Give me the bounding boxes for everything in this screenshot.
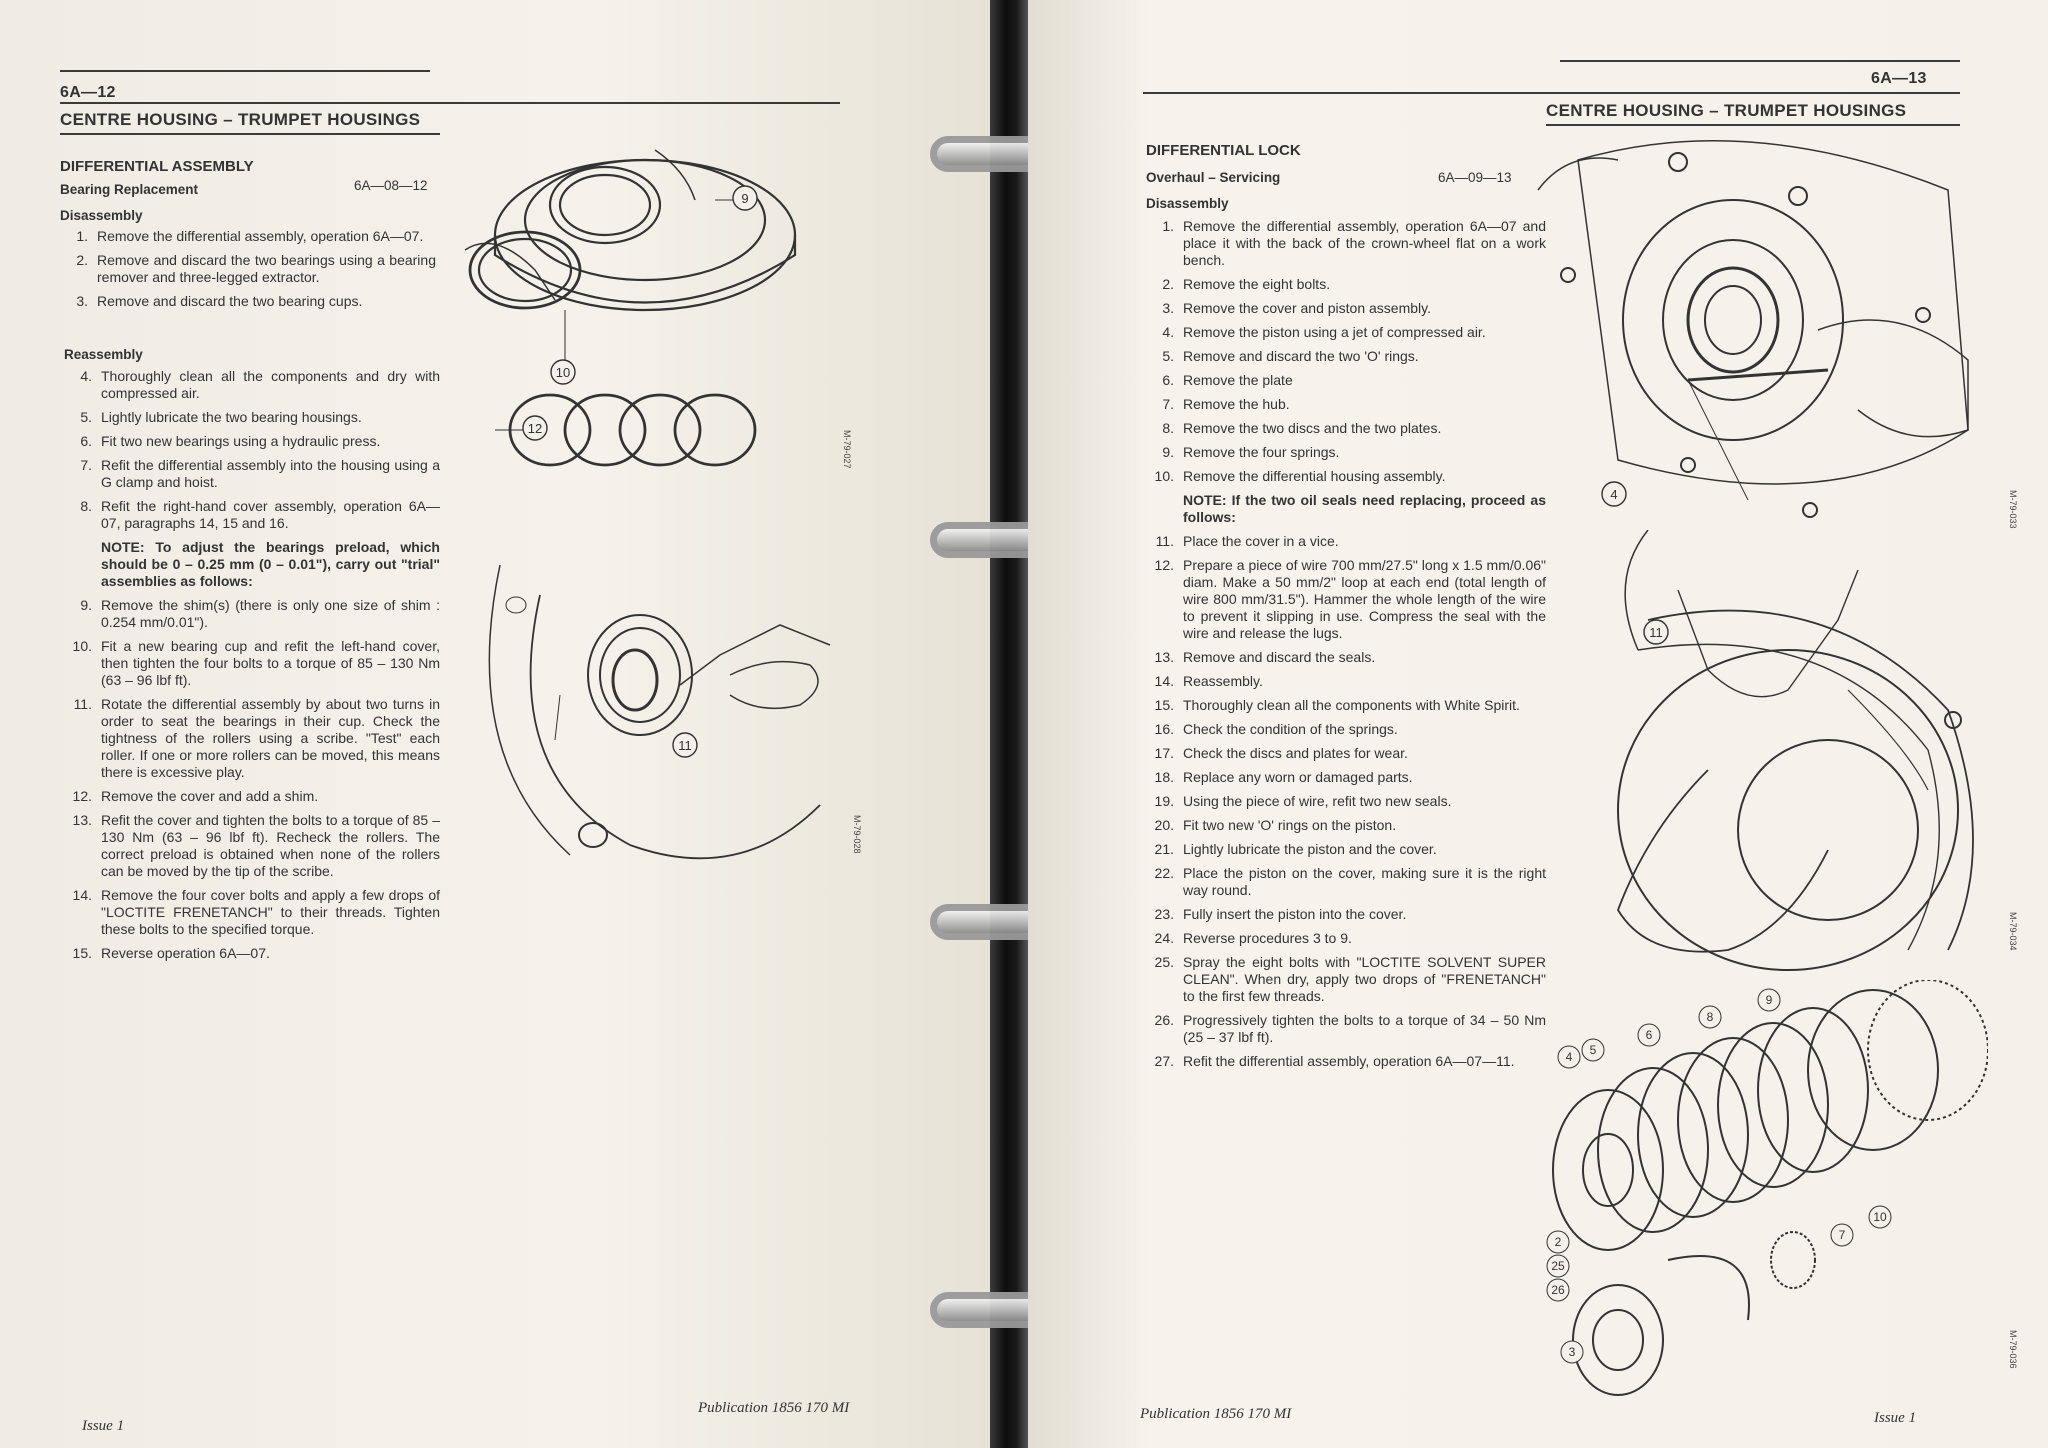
callout-11-label: 11	[1649, 625, 1663, 640]
step-number: 21.	[1154, 841, 1174, 857]
procedure-step	[64, 433, 440, 450]
step-text: Refit the right-hand cover assembly, operation 6A—07, paragraphs 14, 15 and 16.	[101, 498, 440, 531]
callout-3-label: 3	[1568, 1345, 1576, 1359]
disassembly-heading: Disassembly	[1146, 196, 1229, 211]
procedure-step	[1146, 817, 1546, 834]
callout-8-label: 8	[1706, 1010, 1714, 1024]
step-number: 8.	[1162, 420, 1174, 436]
exploded-view-figure	[1528, 980, 1988, 1400]
procedure-step	[64, 409, 440, 426]
step-text: Check the discs and plates for wear.	[1183, 745, 1408, 761]
step-number: 6.	[1162, 372, 1174, 388]
operation-code: 6A—08—12	[354, 178, 428, 193]
step-text: Spray the eight bolts with "LOCTITE SOLVENT SUPER CLEAN". When dry, apply two drops of "FRENETANCH" to the first few threads.	[1183, 954, 1546, 1004]
step-text: Remove the hub.	[1183, 396, 1290, 412]
step-number: 1.	[76, 228, 88, 244]
step-text: Rotate the differential assembly by about two turns in order to seat the bearings in their cup. Check the tightness of the rollers using a scribe. "Test" each roller. If one or more rollers can be moved, this means there is excessive play.	[101, 696, 440, 780]
procedure-step	[64, 887, 440, 938]
procedure-step	[1146, 673, 1546, 690]
step-text: Place the piston on the cover, making sure it is the right way round.	[1183, 865, 1546, 898]
step-number: 9.	[1162, 444, 1174, 460]
step-number: 14.	[72, 887, 92, 903]
procedure-step	[60, 252, 436, 286]
step-text: Place the cover in a vice.	[1183, 533, 1339, 549]
step-text: Remove and discard the two bearing cups.	[97, 293, 363, 309]
procedure-step	[1146, 372, 1546, 389]
section-heading: DIFFERENTIAL LOCK	[1146, 142, 1301, 159]
step-number: 11.	[1155, 533, 1174, 549]
callout-7-label: 7	[1838, 1228, 1846, 1242]
procedure-step	[1146, 218, 1546, 269]
page-number: 6A—12	[60, 84, 116, 101]
step-number: 4.	[80, 368, 92, 384]
note: NOTE: To adjust the bearings preload, which should be 0 – 0.25 mm (0 – 0.01"), carry out "trial" assemblies as follows:	[101, 539, 440, 589]
step-text: Reverse procedures 3 to 9.	[1183, 930, 1352, 946]
procedure-step	[1146, 557, 1546, 642]
procedure-step	[64, 457, 440, 491]
step-number: 12.	[1154, 557, 1174, 573]
step-text: Lightly lubricate the two bearing housings.	[101, 409, 362, 425]
step-number: 20.	[1154, 817, 1174, 833]
step-number: 9.	[80, 597, 92, 613]
reassembly-heading: Reassembly	[64, 347, 143, 362]
step-text: Remove the cover and add a shim.	[101, 788, 319, 804]
step-number: 18.	[1154, 769, 1174, 785]
step-number: 15.	[72, 945, 92, 961]
step-number: 15.	[1154, 697, 1174, 713]
callout-2-label: 2	[1554, 1235, 1562, 1249]
bearing-housing-figure	[455, 140, 855, 480]
procedure-step	[64, 788, 440, 805]
callout-5-label: 5	[1589, 1043, 1597, 1057]
step-number: 26.	[1154, 1012, 1174, 1028]
step-number: 5.	[80, 409, 92, 425]
procedure-step	[1146, 348, 1546, 365]
callout-9-label: 9	[741, 191, 749, 206]
disassembly-heading: Disassembly	[60, 208, 143, 223]
procedure-step	[1146, 444, 1546, 461]
figure-code: M-79-028	[852, 815, 862, 854]
step-number: 4.	[1162, 324, 1174, 340]
callout-12-label: 12	[527, 421, 543, 436]
figure-code: M-79-036	[2008, 1330, 2018, 1369]
step-number: 3.	[76, 293, 88, 309]
section-heading: DIFFERENTIAL ASSEMBLY	[60, 158, 254, 175]
procedure-step	[1146, 793, 1546, 810]
step-number: 10.	[72, 638, 92, 654]
step-text: Progressively tighten the bolts to a torque of 34 – 50 Nm (25 – 37 lbf ft).	[1183, 1012, 1546, 1045]
header-rule-long	[1143, 92, 1960, 94]
page-number: 6A—13	[1871, 70, 1927, 87]
subsection-heading: Overhaul – Servicing	[1146, 170, 1281, 185]
procedure-step	[1146, 1012, 1546, 1046]
procedure-step	[1146, 468, 1546, 485]
step-text: Lightly lubricate the piston and the cover.	[1183, 841, 1437, 857]
procedure-step	[1146, 930, 1546, 947]
footer-issue: Issue 1	[82, 1418, 125, 1434]
step-text: Remove the eight bolts.	[1183, 276, 1331, 292]
step-number: 5.	[1162, 348, 1174, 364]
step-text: Remove the piston using a jet of compressed air.	[1183, 324, 1486, 340]
step-number: 22.	[1154, 865, 1174, 881]
callout-26-label: 26	[1551, 1283, 1565, 1297]
procedure-step	[64, 498, 440, 532]
step-text: Remove the shim(s) (there is only one size of shim : 0.254 mm/0.01").	[101, 597, 440, 630]
step-text: Thoroughly clean all the components with White Spirit.	[1183, 697, 1520, 713]
procedure-step	[1146, 324, 1546, 341]
callout-9-label: 9	[1765, 993, 1773, 1007]
operation-code: 6A—09—13	[1438, 170, 1512, 185]
procedure-step	[1146, 396, 1546, 413]
note: NOTE: If the two oil seals need replacing, proceed as follows:	[1183, 492, 1546, 525]
step-number: 13.	[1154, 649, 1174, 665]
step-number: 16.	[1154, 721, 1174, 737]
step-number: 19.	[1154, 793, 1174, 809]
callout-10-label: 10	[555, 365, 571, 380]
cover-figure	[1528, 130, 1988, 530]
page-title: CENTRE HOUSING – TRUMPET HOUSINGS	[60, 110, 421, 129]
step-number: 3.	[1162, 300, 1174, 316]
step-text: Reassembly.	[1183, 673, 1263, 689]
page-title: CENTRE HOUSING – TRUMPET HOUSINGS	[1546, 101, 1907, 120]
title-underline	[60, 133, 440, 135]
procedure-step	[1146, 1053, 1546, 1070]
procedure-step	[1146, 769, 1546, 786]
step-text: Reverse operation 6A—07.	[101, 945, 270, 961]
binder-spine	[990, 0, 1028, 1448]
step-text: Remove the four springs.	[1183, 444, 1340, 460]
step-number: 6.	[80, 433, 92, 449]
procedure-step	[1146, 906, 1546, 923]
callout-11-label: 11	[678, 738, 692, 753]
header-rule-short	[1560, 60, 1960, 62]
procedure-step	[64, 945, 440, 962]
step-text: Using the piece of wire, refit two new seals.	[1183, 793, 1452, 809]
left-page	[0, 0, 990, 1448]
procedure-step	[1146, 721, 1546, 738]
step-number: 24.	[1154, 930, 1174, 946]
step-text: Prepare a piece of wire 700 mm/27.5" long x 1.5 mm/0.06" diam. Make a 50 mm/2" loop at each end (total length of wire 800 mm/31.5"). Hammer the whole length of the wire to prevent it slipping in use. Compress the seal with the wire and release the lugs.	[1183, 557, 1546, 641]
figure-code: M-79-033	[2008, 490, 2018, 529]
step-text: Remove and discard the two bearings using a bearing remover and three-legged extractor.	[97, 252, 436, 285]
step-text: Remove the differential assembly, operation 6A—07.	[97, 228, 424, 244]
procedure-step	[1146, 300, 1546, 317]
disassembly-steps	[60, 228, 436, 317]
procedure-step	[1146, 865, 1546, 899]
step-text: Refit the cover and tighten the bolts to a torque of 85 – 130 Nm (63 – 96 lbf ft). Recheck the rollers. The correct preload is obtained when none of the rollers can be moved by the tip of the scribe.	[101, 812, 440, 879]
procedure-step	[64, 812, 440, 880]
procedure-step	[1146, 649, 1546, 666]
step-number: 14.	[1154, 673, 1174, 689]
step-number: 8.	[80, 498, 92, 514]
procedure-step	[1146, 954, 1546, 1005]
step-text: Remove and discard the seals.	[1183, 649, 1376, 665]
step-text: Remove the plate	[1183, 372, 1293, 388]
procedure-step	[64, 368, 440, 402]
step-number: 1.	[1162, 218, 1174, 234]
header-rule-short	[60, 70, 430, 72]
step-text: Fit two new bearings using a hydraulic press.	[101, 433, 381, 449]
subsection-heading: Bearing Replacement	[60, 182, 199, 197]
figure-code: M-79-027	[842, 430, 852, 469]
callout-4-label: 4	[1610, 487, 1618, 502]
step-number: 2.	[1162, 276, 1174, 292]
step-number: 11.	[73, 696, 92, 712]
step-text: Remove the cover and piston assembly.	[1183, 300, 1431, 316]
footer-publication: Publication 1856 170 MI	[1140, 1406, 1292, 1422]
step-number: 7.	[80, 457, 92, 473]
procedure-steps	[1146, 218, 1546, 1077]
step-text: Fully insert the piston into the cover.	[1183, 906, 1407, 922]
step-text: Remove the differential housing assembly.	[1183, 468, 1446, 484]
procedure-step	[64, 696, 440, 781]
procedure-step	[1146, 697, 1546, 714]
procedure-step	[1146, 276, 1546, 293]
step-text: Check the condition of the springs.	[1183, 721, 1398, 737]
step-number: 12.	[72, 788, 92, 804]
step-text: Remove the two discs and the two plates.	[1183, 420, 1442, 436]
procedure-step	[1146, 533, 1546, 550]
step-number: 17.	[1154, 745, 1174, 761]
reassembly-steps	[64, 368, 440, 969]
step-number: 23.	[1154, 906, 1174, 922]
procedure-step	[60, 228, 436, 245]
procedure-step	[64, 638, 440, 689]
step-number: 10.	[1154, 468, 1174, 484]
header-rule-long	[60, 102, 840, 104]
procedure-step	[64, 597, 440, 631]
step-number: 25.	[1154, 954, 1174, 970]
step-text: Refit the differential assembly, operation 6A—07—11.	[1183, 1053, 1515, 1069]
procedure-step	[1146, 841, 1546, 858]
step-text: Remove the four cover bolts and apply a few drops of "LOCTITE FRENETANCH" to their threads. Tighten these bolts to the specified torque.	[101, 887, 440, 937]
callout-4-label: 4	[1565, 1050, 1573, 1064]
callout-6-label: 6	[1645, 1028, 1653, 1042]
step-text: Fit two new 'O' rings on the piston.	[1183, 817, 1397, 833]
figure-code: M-79-034	[2008, 912, 2018, 951]
step-text: Refit the differential assembly into the housing using a G clamp and hoist.	[101, 457, 440, 490]
procedure-step	[1146, 420, 1546, 437]
procedure-step	[60, 293, 436, 310]
callout-10-label: 10	[1873, 1210, 1887, 1224]
step-text: Remove the differential assembly, operation 6A—07 and place it with the back of the crown-wheel flat on a work bench.	[1183, 218, 1546, 268]
roller-scribe-figure	[480, 555, 860, 885]
right-page	[1028, 0, 2048, 1448]
step-text: Replace any worn or damaged parts.	[1183, 769, 1413, 785]
title-underline	[1546, 124, 1960, 126]
step-text: Remove and discard the two 'O' rings.	[1183, 348, 1419, 364]
step-number: 27.	[1154, 1053, 1174, 1069]
step-number: 2.	[76, 252, 88, 268]
step-number: 7.	[1162, 396, 1174, 412]
footer-issue: Issue 1	[1874, 1410, 1917, 1426]
step-number: 13.	[72, 812, 92, 828]
procedure-step	[1146, 745, 1546, 762]
seal-wire-figure	[1528, 530, 1988, 980]
step-text: Thoroughly clean all the components and dry with compressed air.	[101, 368, 440, 401]
callout-25-label: 25	[1551, 1259, 1565, 1273]
step-text: Fit a new bearing cup and refit the left-hand cover, then tighten the four bolts to a torque of 85 – 130 Nm (63 – 96 lbf ft).	[101, 638, 440, 688]
footer-publication: Publication 1856 170 MI	[698, 1400, 850, 1416]
